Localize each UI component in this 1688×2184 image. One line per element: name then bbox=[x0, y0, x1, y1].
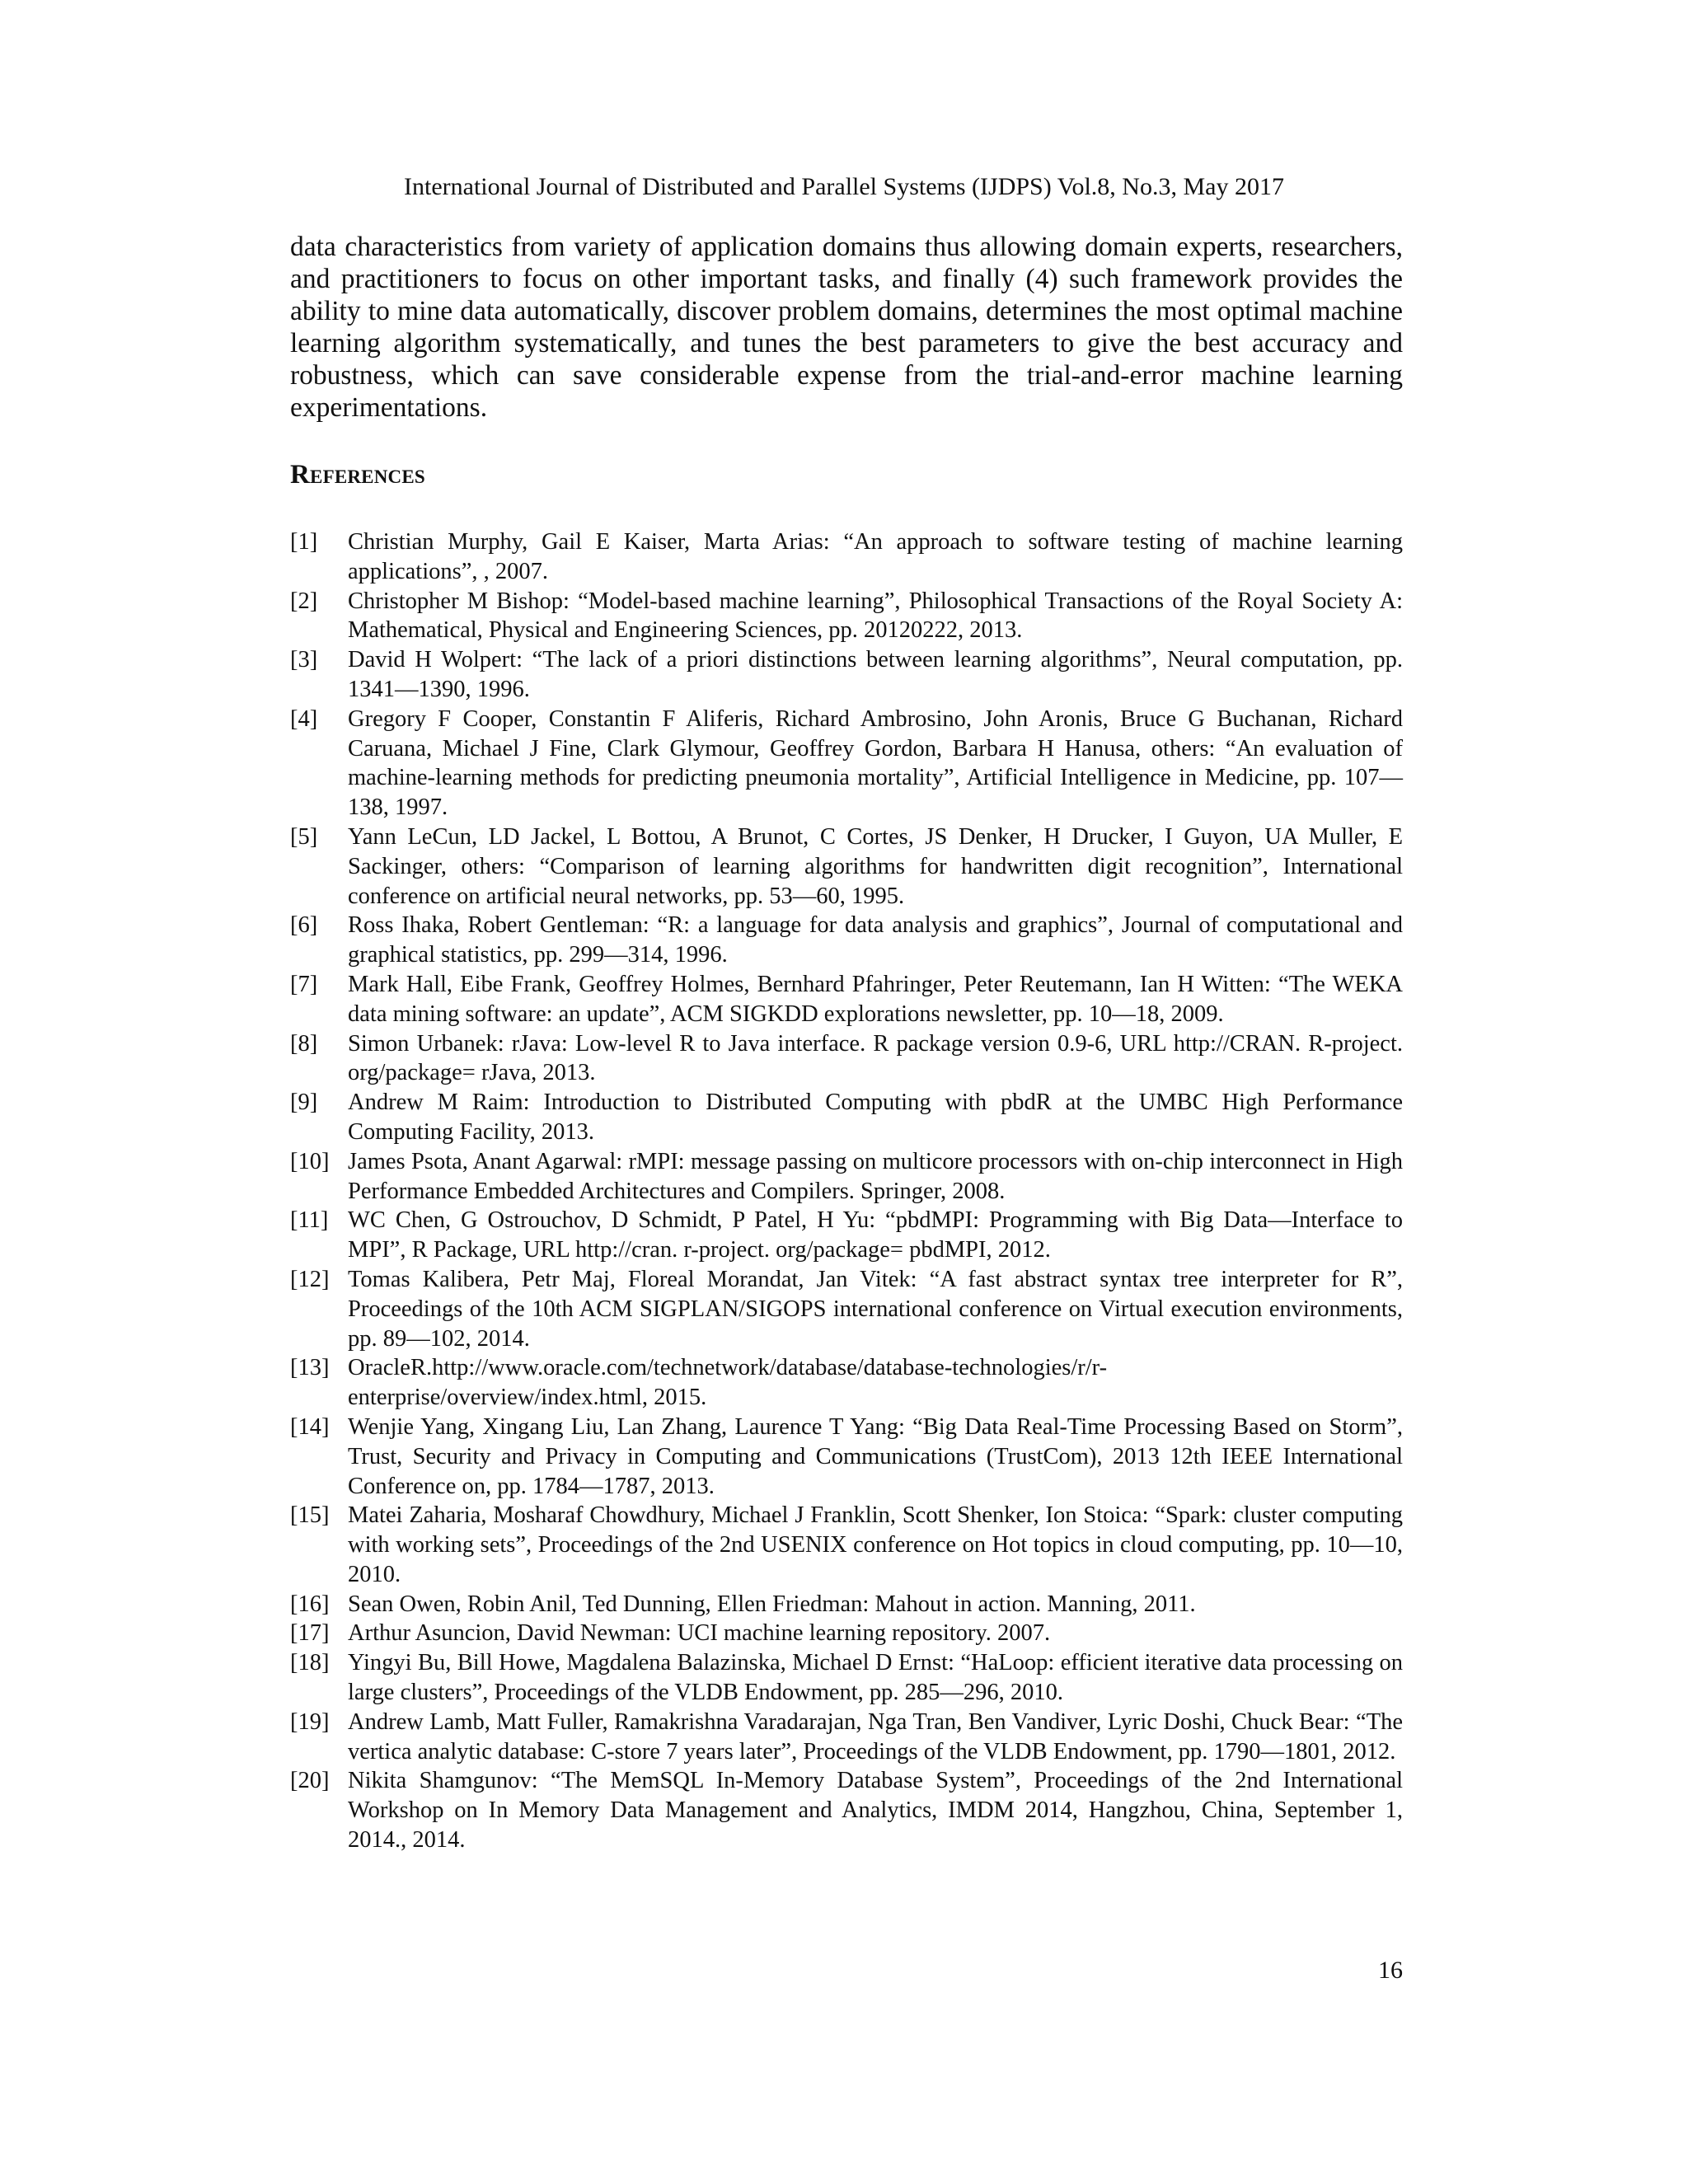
reference-number: [4] bbox=[290, 705, 318, 732]
reference-text: Christian Murphy, Gail E Kaiser, Marta Arias: “An approach to software testing of machine learning applications”, , 2007. bbox=[348, 529, 1403, 584]
reference-text: Christopher M Bishop: “Model-based machine learning”, Philosophical Transactions of the Royal Society A: Mathematical, Physical and Engineering Sciences, pp. 20120222, 2013. bbox=[348, 588, 1403, 644]
reference-text: Yann LeCun, LD Jackel, L Bottou, A Brunot, C Cortes, JS Denker, H Drucker, I Guyon, UA Muller, E Sackinger, others: “Comparison of learning algorithms for handwritten digit recognition”, International conference on artificial neural networks, pp. 53—60, 1995. bbox=[348, 823, 1403, 909]
reference-number: [20] bbox=[290, 1768, 330, 1794]
body-paragraph: data characteristics from variety of application domains thus allowing domain experts, researchers, and practitioners to focus on other important tasks, and finally (4) such framework provides the ability to mine data automatically, discover problem domains, determines the most optimal machine learning algorithm systematically, and tunes the best parameters to give the best accuracy and robustness, which can save considerable expense from the trial-and-error machine learning experimentations. bbox=[290, 232, 1403, 423]
reference-item bbox=[290, 1265, 1403, 1353]
reference-text: Andrew Lamb, Matt Fuller, Ramakrishna Varadarajan, Nga Tran, Ben Vandiver, Lyric Doshi, Chuck Bear: “The vertica analytic database: C-store 7 years later”, Proceedings of the VLDB Endowment, pp. 1790—1801, 2012. bbox=[348, 1708, 1403, 1765]
references-heading: References bbox=[290, 460, 425, 490]
reference-text: Arthur Asuncion, David Newman: UCI machine learning repository. 2007. bbox=[348, 1620, 1051, 1647]
reference-text: Wenjie Yang, Xingang Liu, Lan Zhang, Laurence T Yang: “Big Data Real-Time Processing Based on Storm”, Trust, Security and Privacy in Computing and Communications (TrustCom), 2013 12th IEEE International Conference on, pp. 1784—1787, 2013. bbox=[348, 1413, 1403, 1499]
reference-text: WC Chen, G Ostrouchov, D Schmidt, P Patel, H Yu: “pbdMPI: Programming with Big Data—Interface to MPI”, R Package, URL http://cran. r-project. org/package= pbdMPI, 2012. bbox=[348, 1207, 1403, 1263]
reference-item bbox=[290, 1590, 1403, 1619]
reference-item bbox=[290, 1619, 1403, 1648]
reference-number: [11] bbox=[290, 1207, 329, 1234]
reference-text: Andrew M Raim: Introduction to Distributed Computing with pbdR at the UMBC High Performance Computing Facility, 2013. bbox=[348, 1090, 1403, 1145]
reference-number: [19] bbox=[290, 1708, 330, 1735]
reference-text: Gregory F Cooper, Constantin F Aliferis, Richard Ambrosino, John Aronis, Bruce G Buchanan, Richard Caruana, Michael J Fine, Clark Glymour, Geoffrey Gordon, Barbara H Hanusa, others: “An evaluation of machine-learning methods for predicting pneumonia mortality”, Artificial Intelligence in Medicine, pp. 107—138, 1997. bbox=[348, 705, 1403, 821]
page-number: 16 bbox=[1378, 1957, 1403, 1984]
reference-number: [9] bbox=[290, 1090, 318, 1116]
reference-number: [15] bbox=[290, 1502, 330, 1529]
reference-item bbox=[290, 645, 1403, 705]
reference-text: Sean Owen, Robin Anil, Ted Dunning, Ellen Friedman: Mahout in action. Manning, 2011. bbox=[348, 1591, 1196, 1617]
reference-item bbox=[290, 1147, 1403, 1207]
reference-number: [7] bbox=[290, 971, 318, 997]
reference-item bbox=[290, 1413, 1403, 1501]
reference-number: [17] bbox=[290, 1620, 330, 1647]
reference-number: [6] bbox=[290, 912, 318, 939]
reference-text: OracleR.http://www.oracle.com/technetwork/database/database-technologies/r/r-enterprise/overview/index.html, 2015. bbox=[348, 1355, 1108, 1411]
reference-item bbox=[290, 1353, 1403, 1413]
reference-number: [12] bbox=[290, 1266, 330, 1292]
reference-number: [8] bbox=[290, 1030, 318, 1057]
reference-number: [18] bbox=[290, 1650, 330, 1676]
reference-text: Simon Urbanek: rJava: Low-level R to Java interface. R package version 0.9-6, URL http://CRAN. R-project. org/package= rJava, 2013. bbox=[348, 1030, 1403, 1086]
reference-number: [2] bbox=[290, 588, 318, 614]
reference-text: James Psota, Anant Agarwal: rMPI: message passing on multicore processors with on-chip interconnect in High Performance Embedded Architectures and Compilers. Springer, 2008. bbox=[348, 1148, 1403, 1204]
reference-text: David H Wolpert: “The lack of a priori distinctions between learning algorithms”, Neural computation, pp. 1341—1390, 1996. bbox=[348, 647, 1403, 702]
reference-item bbox=[290, 1708, 1403, 1767]
reference-number: [5] bbox=[290, 823, 318, 850]
reference-item bbox=[290, 823, 1403, 911]
reference-item bbox=[290, 970, 1403, 1029]
reference-number: [13] bbox=[290, 1355, 330, 1381]
reference-text: Ross Ihaka, Robert Gentleman: “R: a language for data analysis and graphics”, Journal of computational and graphical statistics, pp. 299—314, 1996. bbox=[348, 912, 1403, 968]
reference-number: [10] bbox=[290, 1148, 330, 1174]
reference-item bbox=[290, 1648, 1403, 1708]
reference-item bbox=[290, 1088, 1403, 1147]
reference-item bbox=[290, 587, 1403, 646]
reference-item bbox=[290, 1766, 1403, 1854]
reference-item bbox=[290, 705, 1403, 823]
running-head: International Journal of Distributed and Parallel Systems (IJDPS) Vol.8, No.3, May 2017 bbox=[404, 173, 1284, 200]
reference-item bbox=[290, 1206, 1403, 1265]
references-list bbox=[290, 527, 1403, 1855]
reference-number: [14] bbox=[290, 1413, 330, 1440]
reference-item bbox=[290, 1501, 1403, 1589]
reference-number: [3] bbox=[290, 647, 318, 673]
reference-text: Nikita Shamgunov: “The MemSQL In-Memory Database System”, Proceedings of the 2nd International Workshop on In Memory Data Management and Analytics, IMDM 2014, Hangzhou, China, September 1, 2014., 2014. bbox=[348, 1768, 1403, 1854]
reference-text: Tomas Kalibera, Petr Maj, Floreal Morandat, Jan Vitek: “A fast abstract syntax tree interpreter for R”, Proceedings of the 10th ACM SIGPLAN/SIGOPS international conference on Virtual execution environments, pp. 89—102, 2014. bbox=[348, 1266, 1403, 1352]
reference-text: Yingyi Bu, Bill Howe, Magdalena Balazinska, Michael D Ernst: “HaLoop: efficient iterative data processing on large clusters”, Proceedings of the VLDB Endowment, pp. 285—296, 2010. bbox=[348, 1650, 1403, 1706]
reference-number: [16] bbox=[290, 1591, 330, 1617]
reference-item bbox=[290, 1029, 1403, 1089]
reference-number: [1] bbox=[290, 529, 318, 555]
reference-text: Matei Zaharia, Mosharaf Chowdhury, Michael J Franklin, Scott Shenker, Ion Stoica: “Spark: cluster computing with working sets”, Proceedings of the 2nd USENIX conference on Hot topics in cloud computing, pp. 10—10, 2010. bbox=[348, 1502, 1403, 1587]
reference-text: Mark Hall, Eibe Frank, Geoffrey Holmes, Bernhard Pfahringer, Peter Reutemann, Ian H Witten: “The WEKA data mining software: an update”, ACM SIGKDD explorations newsletter, pp. 10—18, 2009. bbox=[348, 971, 1403, 1027]
reference-item bbox=[290, 911, 1403, 970]
reference-item bbox=[290, 527, 1403, 587]
